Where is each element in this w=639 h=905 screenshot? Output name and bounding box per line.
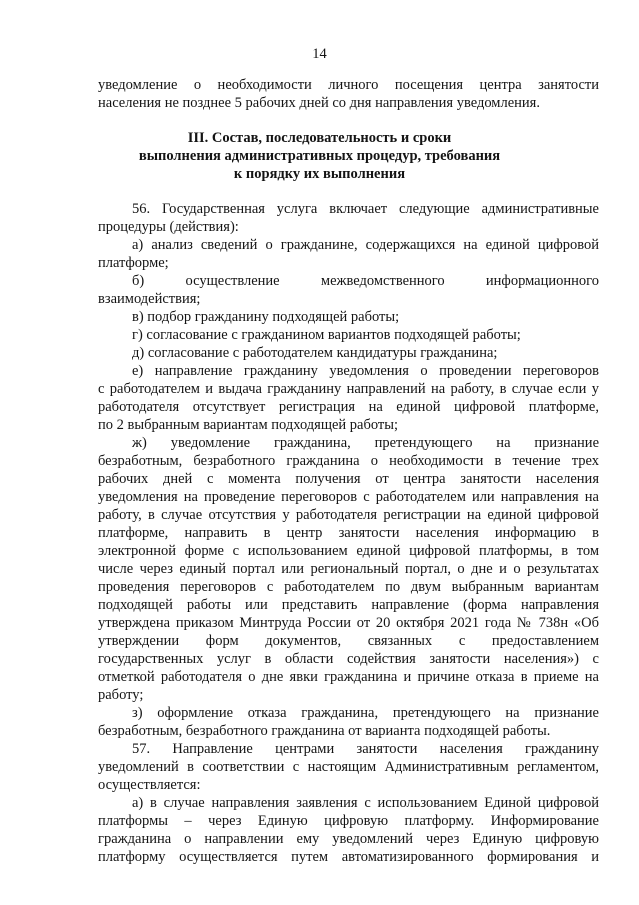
- body-line: процедуры (действия):: [98, 219, 239, 235]
- body-line: с работодателем и выдача гражданину направлений на работу, в случае если у: [98, 381, 599, 397]
- body-line: работу;: [98, 687, 144, 703]
- body-line: утверждении форм документов, связанных с предоставлением: [98, 633, 599, 649]
- body-line: платформы – через Единую цифровую платформу. Информирование: [98, 813, 599, 829]
- body-line: уведомления на проведение переговоров с работодателем или направления на: [98, 489, 599, 505]
- body-line: в) подбор гражданину подходящей работы;: [132, 309, 400, 325]
- body-line: подходящей работы или представить направление (форма направления: [98, 597, 599, 613]
- body-line: проведения переговоров с работодателем по двум выбранным вариантам: [98, 579, 599, 595]
- body-line: работодателя отсутствует регистрация на единой цифровой платформе,: [98, 399, 599, 415]
- body-line: б) осуществление межведомственного информационного: [132, 273, 599, 289]
- body-line: числе через единый портал или региональный портал, о дне и о результатах: [98, 561, 599, 577]
- body-line: а) в случае направления заявления с использованием Единой цифровой: [132, 795, 599, 811]
- body-line: безработным, безработного гражданина от варианта подходящей работы.: [98, 723, 551, 739]
- body-line: рабочих дней с момента получения от центра занятости населения: [98, 471, 599, 487]
- body-line: е) направление гражданину уведомления о проведении переговоров: [132, 363, 599, 379]
- intro-line: уведомление о необходимости личного посещения центра занятости: [98, 77, 599, 93]
- body-line: платформе;: [98, 255, 169, 271]
- body-line: осуществляется:: [98, 777, 201, 793]
- body-line: 56. Государственная услуга включает следующие административные: [132, 201, 599, 217]
- body-line: государственных услуг в области содействия занятости населения») с: [98, 651, 599, 667]
- body-line: отметкой работодателя о дне явки гражданина и причине отказа в приеме на: [98, 669, 599, 685]
- section-heading-line: III. Состав, последовательность и сроки: [187, 130, 452, 146]
- body-line: г) согласование с гражданином вариантов подходящей работы;: [132, 327, 521, 343]
- body-line: взаимодействия;: [98, 291, 201, 307]
- body-line: утверждена приказом Минтруда России от 20 октября 2021 года № 738н «Об: [98, 615, 599, 631]
- body-line: электронной форме с использованием единой цифровой платформы, в том: [98, 543, 599, 559]
- body-line: уведомлений в соответствии с настоящим Административным регламентом,: [98, 759, 599, 775]
- section-heading-line: выполнения административных процедур, требования: [138, 148, 501, 164]
- body-line: по 2 выбранным вариантам подходящей работы;: [98, 417, 399, 433]
- body-line: безработным, безработного гражданина о необходимости в течение трех: [98, 453, 599, 469]
- body-line: а) анализ сведений о гражданине, содержащихся на единой цифровой: [132, 237, 599, 253]
- intro-line: населения не позднее 5 рабочих дней со дня направления уведомления.: [98, 95, 540, 111]
- body-line: 57. Направление центрами занятости населения гражданину: [132, 741, 599, 757]
- body-line: платформу осуществляется путем автоматизированного формирования и: [98, 849, 599, 865]
- body-line: ж) уведомление гражданина, претендующего на признание: [132, 435, 599, 451]
- body-line: гражданина о направлении ему уведомлений через Единую цифровую: [98, 831, 599, 847]
- body-line: платформе, направить в центр занятости населения информацию в: [98, 525, 599, 541]
- page-number: 14: [312, 46, 327, 62]
- body-line: з) оформление отказа гражданина, претендующего на признание: [132, 705, 599, 721]
- body-line: работу, в случае отсутствия у работодателя регистрации на единой цифровой: [98, 507, 599, 523]
- body-line: д) согласование с работодателем кандидатуры гражданина;: [132, 345, 498, 361]
- section-heading-line: к порядку их выполнения: [233, 166, 406, 182]
